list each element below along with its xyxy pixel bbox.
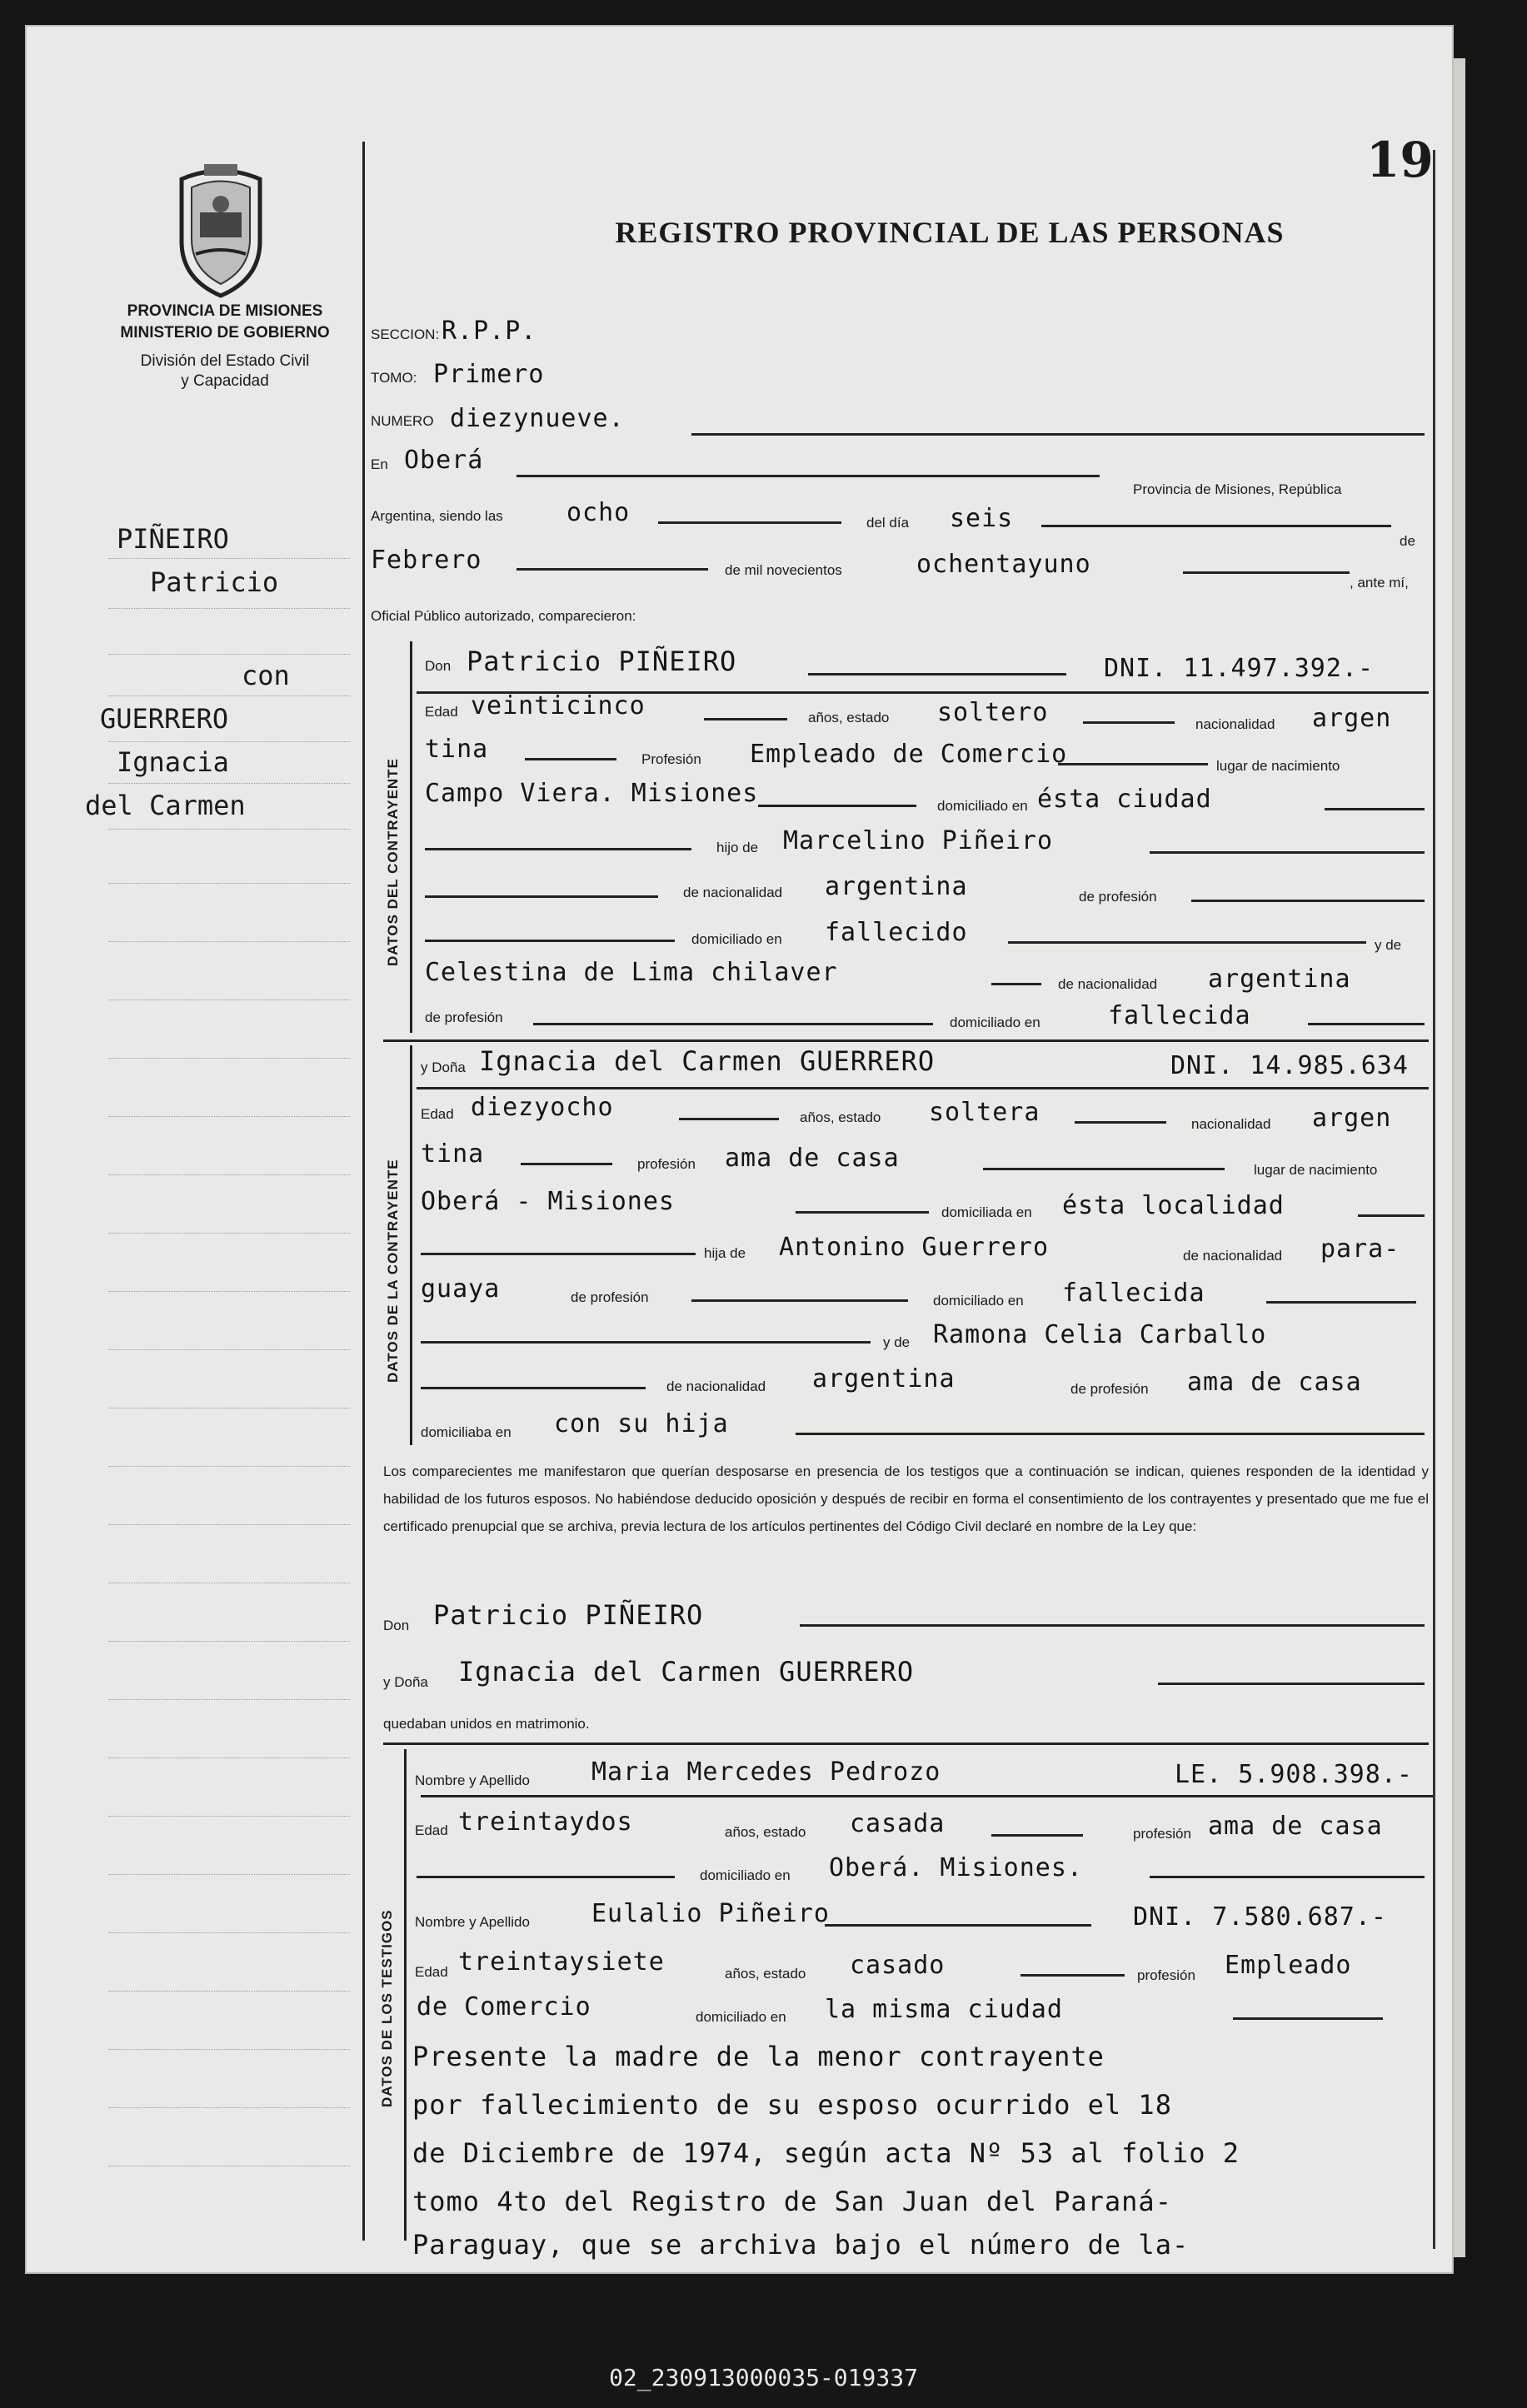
nombre-apellido-label: Nombre y Apellido — [415, 1914, 530, 1930]
fill-line — [1233, 2017, 1383, 2020]
fill-line — [1075, 1121, 1166, 1124]
image-caption: 02_230913000035-019337 — [609, 2364, 918, 2391]
margin-rule — [362, 142, 365, 2241]
contrayenta-madre-dom: con su hija — [554, 1409, 729, 1438]
fill-line — [658, 521, 841, 524]
testigo-1-profesion: ama de casa — [1208, 1812, 1383, 1841]
margin-guide — [108, 2107, 350, 2108]
observacion-line: Paraguay, que se archiva bajo el número de la- — [412, 2229, 1190, 2261]
fill-line — [425, 940, 675, 942]
hora-value: ocho — [566, 498, 631, 527]
province-name: PROVINCIA DE MISIONES — [127, 302, 323, 320]
margin-guide — [108, 2049, 350, 2050]
margin-guide — [108, 608, 350, 609]
contrayenta-madre-nac: argentina — [812, 1364, 956, 1393]
fill-line — [1358, 1214, 1425, 1217]
contrayenta-padre-nac-2: guaya — [421, 1274, 501, 1304]
profesion-label: profesión — [637, 1156, 696, 1172]
contrayenta-estado: soltera — [929, 1098, 1040, 1127]
fill-line — [1020, 1974, 1125, 1977]
domiciliado-label: domiciliado en — [691, 931, 782, 947]
margin-guide — [108, 1816, 350, 1817]
contrayenta-domicilio: ésta localidad — [1062, 1191, 1285, 1220]
mes-value: Febrero — [371, 546, 482, 575]
anos-label: años, estado — [800, 1109, 881, 1125]
fill-line — [1058, 763, 1208, 765]
contrayente-nombre: Patricio PIÑEIRO — [467, 646, 737, 677]
contrayente-lugar: Campo Viera. Misiones — [425, 779, 759, 808]
contrayenta-nombre: Ignacia del Carmen GUERRERO — [479, 1045, 936, 1077]
provincial-seal-icon — [167, 162, 275, 300]
contrayente-dni: DNI. 11.497.392.- — [1104, 654, 1375, 683]
ante-label: , ante mí, — [1350, 575, 1409, 591]
seccion-label: SECCION: — [371, 327, 440, 342]
margin-guide — [108, 1874, 350, 1875]
ministry-name: MINISTERIO DE GOBIERNO — [120, 324, 330, 342]
profesion-label: profesión — [1133, 1826, 1191, 1842]
margin-guide — [108, 783, 350, 784]
testigo-2-nombre: Eulalio Piñeiro — [591, 1899, 830, 1928]
domiciliado-label: domiciliado en — [933, 1293, 1024, 1309]
de-profesion-label: de profesión — [1070, 1381, 1149, 1397]
margin-guide — [108, 941, 350, 942]
margin-note-line: GUERRERO — [100, 703, 229, 735]
contrayente-padre-nac: argentina — [825, 872, 968, 901]
fill-line — [1266, 1301, 1416, 1304]
contrayenta-profesion: ama de casa — [725, 1144, 900, 1173]
margin-guide — [108, 741, 350, 742]
fill-line — [704, 718, 787, 720]
domiciliada-label: domiciliada en — [941, 1204, 1032, 1220]
contrayente-section-label: DATOS DEL CONTRAYENTE — [385, 758, 401, 966]
edad-label: Edad — [415, 1822, 448, 1838]
contrayente-padre: Marcelino Piñeiro — [783, 826, 1054, 855]
fill-line — [425, 895, 658, 898]
provincia-label: Provincia de Misiones, República — [1133, 481, 1342, 497]
testigos-section-label: DATOS DE LOS TESTIGOS — [379, 1909, 395, 2107]
margin-guide — [108, 1466, 350, 1467]
don-label: Don — [383, 1618, 410, 1633]
contrayente-nac-2: tina — [425, 735, 489, 764]
fill-line — [808, 673, 1066, 676]
domiciliado-label: domiciliado en — [696, 2009, 786, 2025]
division-name-1: División del Estado Civil — [140, 352, 310, 370]
declaracion-don: Patricio PIÑEIRO — [433, 1599, 704, 1631]
lugar-acto: Oberá — [404, 446, 484, 475]
margin-guide — [108, 1349, 350, 1350]
oficial-label: Oficial Público autorizado, comparecieron: — [371, 608, 636, 624]
row-rule — [421, 1795, 1433, 1797]
edad-label: Edad — [415, 1964, 448, 1980]
fill-line — [1041, 525, 1391, 527]
register-page — [25, 25, 1454, 2274]
lugar-nacimiento-label: lugar de nacimiento — [1216, 758, 1340, 774]
declaracion-dona: Ignacia del Carmen GUERRERO — [458, 1656, 915, 1688]
profesion-label: profesión — [1137, 1967, 1195, 1983]
contrayente-profesion: Empleado de Comercio — [750, 740, 1068, 769]
fill-line — [691, 1299, 908, 1302]
de-profesion-label: de profesión — [425, 1010, 503, 1025]
contrayenta-padre: Antonino Guerrero — [779, 1233, 1050, 1262]
fill-line — [1183, 571, 1350, 574]
contrayente-madre: Celestina de Lima chilaver — [425, 958, 838, 987]
observacion-line: por fallecimiento de su esposo ocurrido el 18 — [412, 2089, 1172, 2121]
contrayenta-nac-2: tina — [421, 1139, 485, 1169]
y-de-label: y de — [1375, 937, 1402, 953]
contrayenta-edad: diezyocho — [471, 1093, 614, 1122]
fill-line — [991, 983, 1041, 985]
fill-line — [796, 1211, 929, 1214]
edad-label: Edad — [425, 704, 458, 720]
fill-line — [1158, 1683, 1425, 1685]
tomo-value: Primero — [433, 360, 545, 389]
margin-guide — [108, 1524, 350, 1525]
fill-line — [1083, 721, 1175, 724]
matrimonio-text: quedaban unidos en matrimonio. — [383, 1716, 590, 1732]
testigo-2-domicilio: la misma ciudad — [825, 1995, 1063, 2024]
domiciliado-label: domiciliado en — [700, 1867, 791, 1883]
fill-line — [800, 1624, 1425, 1627]
del-dia-label: del día — [866, 515, 910, 531]
fill-line — [758, 805, 916, 807]
contrayenta-padre-nac-1: para- — [1320, 1234, 1400, 1264]
margin-guide — [108, 1991, 350, 1992]
contrayente-nac-1: argen — [1312, 704, 1392, 733]
testigo-2-profesion-1: Empleado — [1225, 1951, 1352, 1980]
row-rule — [417, 1087, 1429, 1089]
de-profesion-label: de profesión — [571, 1289, 649, 1305]
fill-line — [1008, 941, 1366, 944]
margin-note-line: Ignacia — [117, 746, 229, 778]
contrayenta-padre-dom: fallecida — [1062, 1279, 1205, 1308]
don-label: Don — [425, 658, 452, 674]
fill-line — [825, 1924, 1091, 1927]
register-title: REGISTRO PROVINCIAL DE LAS PERSONAS — [615, 216, 1285, 249]
contrayente-estado: soltero — [937, 698, 1049, 727]
fill-line — [533, 1023, 933, 1025]
domiciliado-label: domiciliado en — [950, 1015, 1040, 1030]
testigo-1-nombre: Maria Mercedes Pedrozo — [591, 1757, 941, 1787]
section-rule — [410, 641, 412, 1033]
margin-guide — [108, 654, 350, 655]
fill-line — [679, 1118, 779, 1120]
contrayente-madre-dom: fallecida — [1108, 1001, 1251, 1030]
observacion-line: tomo 4to del Registro de San Juan del Paraná- — [412, 2186, 1172, 2217]
observacion-line: Presente la madre de la menor contrayente — [412, 2041, 1105, 2072]
fill-line — [796, 1433, 1425, 1435]
margin-note-line: con — [242, 660, 290, 691]
lugar-nacimiento-label: lugar de nacimiento — [1254, 1162, 1378, 1178]
domicilio-label: domiciliado en — [937, 798, 1028, 814]
observacion-line: de Diciembre de 1974, según acta Nº 53 al folio 2 — [412, 2137, 1240, 2169]
hija-label: hija de — [704, 1245, 746, 1261]
de-nacionalidad-label: de nacionalidad — [1183, 1248, 1283, 1264]
declaration-text: Los comparecientes me manifestaron que querían desposarse en presencia de los testigos que a continuación se indican, quienes responden de la identidad y habilidad de los futuros esposos. No habiéndose deducido oposición y después de recibir en forma el consentimiento de los contrayentes y presentado que me fue el certificado prenupcial que se archiva, previa lectura de los artículos pertinentes del Código Civil declaré en nombre de la Ley que: — [383, 1463, 1429, 1534]
dona-label: y Doña — [421, 1059, 466, 1075]
numero-value: diezynueve. — [450, 404, 625, 433]
fill-line — [1150, 1876, 1425, 1878]
profesion-label: Profesión — [641, 751, 701, 767]
mil-label: de mil novecientos — [725, 562, 842, 578]
y-de-label: y de — [883, 1334, 911, 1350]
fill-line — [1325, 808, 1425, 810]
margin-note-line: PIÑEIRO — [117, 523, 229, 555]
contrayenta-nac-1: argen — [1312, 1104, 1392, 1133]
testigo-1-estado: casada — [850, 1809, 946, 1838]
section-divider — [383, 1742, 1429, 1745]
numero-label: NUMERO — [371, 413, 434, 429]
fill-line — [421, 1253, 696, 1255]
margin-guide — [108, 1932, 350, 1933]
margin-guide — [108, 1116, 350, 1117]
margin-guide — [108, 1233, 350, 1234]
contrayente-padre-dom: fallecido — [825, 918, 968, 947]
fill-line — [516, 568, 708, 571]
testigo-2-estado: casado — [850, 1951, 946, 1980]
section-rule — [410, 1045, 412, 1445]
fill-line — [425, 848, 691, 850]
hijo-label: hijo de — [716, 840, 759, 855]
anos-label: años, estado — [725, 1966, 806, 1982]
nacionalidad-label: nacionalidad — [1195, 716, 1275, 732]
en-label: En — [371, 456, 388, 472]
dia-value: seis — [950, 504, 1014, 533]
anio-value: ochentayuno — [916, 550, 1091, 579]
page-number: 19 — [1366, 132, 1434, 188]
anos-label: años, estado — [808, 710, 890, 725]
margin-guide — [108, 558, 350, 559]
testigo-1-domicilio: Oberá. Misiones. — [829, 1853, 1083, 1882]
testigo-2-documento: DNI. 7.580.687.- — [1133, 1902, 1387, 1932]
fill-line — [417, 1876, 675, 1878]
margin-guide — [108, 695, 350, 696]
margin-guide — [108, 1699, 350, 1700]
fill-line — [521, 1163, 612, 1165]
contrayente-madre-nac: argentina — [1208, 965, 1351, 994]
edad-label: Edad — [421, 1106, 454, 1122]
fill-line — [1191, 900, 1425, 902]
domiciliaba-label: domiciliaba en — [421, 1424, 511, 1440]
de-nacionalidad-label: de nacionalidad — [1058, 976, 1158, 992]
de-nacionalidad-label: de nacionalidad — [683, 885, 783, 900]
fill-line — [991, 1834, 1083, 1837]
margin-guide — [108, 1174, 350, 1175]
division-name-2: y Capacidad — [181, 372, 269, 390]
margin-guide — [108, 1757, 350, 1758]
testigo-2-edad: treintaysiete — [458, 1947, 665, 1977]
testigo-1-edad: treintaydos — [458, 1807, 633, 1837]
tomo-label: TOMO: — [371, 370, 417, 386]
nombre-apellido-label: Nombre y Apellido — [415, 1772, 530, 1788]
contrayente-edad: veinticinco — [471, 691, 646, 720]
anos-label: años, estado — [725, 1824, 806, 1840]
contrayenta-madre-prof: ama de casa — [1187, 1368, 1362, 1397]
nacionalidad-label: nacionalidad — [1191, 1116, 1271, 1132]
section-rule — [404, 1749, 407, 2241]
contrayente-domicilio: ésta ciudad — [1037, 785, 1212, 814]
contrayenta-section-label: DATOS DE LA CONTRAYENTE — [385, 1159, 401, 1383]
argentina-label: Argentina, siendo las — [371, 508, 503, 524]
de-nacionalidad-label: de nacionalidad — [666, 1378, 766, 1394]
fill-line — [421, 1341, 871, 1344]
contrayenta-dni: DNI. 14.985.634 — [1170, 1051, 1409, 1080]
right-rule — [1433, 150, 1435, 2249]
fill-line — [516, 475, 1100, 477]
fill-line — [691, 433, 1425, 436]
section-divider — [383, 1039, 1429, 1042]
seccion-value: R.P.P. — [442, 317, 537, 346]
dona-label: y Doña — [383, 1674, 428, 1690]
testigo-1-documento: LE. 5.908.398.- — [1175, 1760, 1413, 1789]
fill-line — [1150, 851, 1425, 854]
contrayenta-madre: Ramona Celia Carballo — [933, 1320, 1267, 1349]
fill-line — [1308, 1023, 1425, 1025]
margin-guide — [108, 1291, 350, 1292]
de-label: de — [1400, 533, 1415, 549]
margin-guide — [108, 883, 350, 884]
margin-guide — [108, 829, 350, 830]
margin-note-line: del Carmen — [85, 790, 246, 821]
fill-line — [421, 1387, 646, 1389]
margin-guide — [108, 1641, 350, 1642]
margin-guide — [108, 1058, 350, 1059]
fill-line — [983, 1168, 1225, 1170]
fill-line — [525, 758, 616, 760]
margin-note-line: Patricio — [150, 566, 279, 598]
contrayenta-lugar: Oberá - Misiones — [421, 1187, 675, 1216]
testigo-2-profesion-2: de Comercio — [417, 1992, 591, 2022]
de-profesion-label: de profesión — [1079, 889, 1157, 905]
